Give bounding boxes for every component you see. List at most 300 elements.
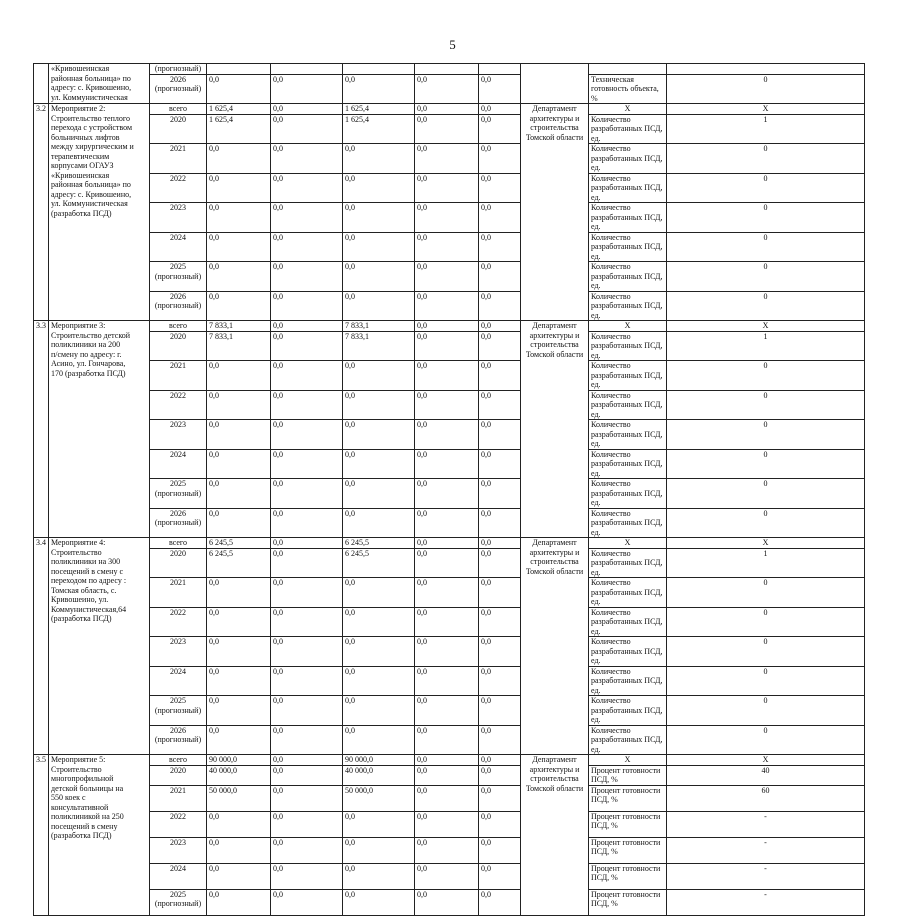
year-cell: 2026 (прогнозный): [150, 291, 207, 321]
amount-local: 0,0: [415, 837, 479, 863]
amount-local: 0,0: [415, 811, 479, 837]
amount-federal: 0,0: [271, 755, 343, 766]
amount-total: 0,0: [207, 725, 271, 755]
indicator-name: Количество разработанных ПСД, ед.: [589, 361, 667, 391]
indicator-value: -: [667, 811, 865, 837]
table-row: [34, 785, 905, 811]
year-cell: 2026 (прогнозный): [150, 74, 207, 104]
indicator-name: Количество разработанных ПСД, ед.: [589, 114, 667, 144]
amount-local: 0,0: [415, 331, 479, 361]
amount-regional: 0,0: [343, 232, 415, 262]
amount-regional: 0,0: [343, 74, 415, 104]
amount-total: 0,0: [207, 173, 271, 203]
amount-total: 0,0: [207, 508, 271, 538]
amount-other: 0,0: [479, 361, 521, 391]
amount-regional: 1 625,4: [343, 104, 415, 115]
table-row: [34, 765, 905, 785]
amount-total: 1 625,4: [207, 104, 271, 115]
year-cell: 2023: [150, 837, 207, 863]
amount-local: 0,0: [415, 390, 479, 420]
indicator-name: Количество разработанных ПСД, ед.: [589, 232, 667, 262]
amount-other: 0,0: [479, 173, 521, 203]
executor-cell: Департамент архитектуры и строительства Томской области: [521, 538, 589, 755]
amount-total: 0,0: [207, 390, 271, 420]
indicator-name: Количество разработанных ПСД, ед.: [589, 449, 667, 479]
indicator-value: 0: [667, 232, 865, 262]
indicator-value: 0: [667, 725, 865, 755]
amount-other: 0,0: [479, 837, 521, 863]
amount-other: 0,0: [479, 144, 521, 174]
amount-regional: 0,0: [343, 479, 415, 509]
indicator-value: Х: [667, 321, 865, 332]
amount-regional: 1 625,4: [343, 114, 415, 144]
indicator-name: Х: [589, 321, 667, 332]
year-cell: 2024: [150, 863, 207, 889]
amount-local: 0,0: [415, 420, 479, 450]
table-row: [34, 74, 905, 104]
amount-local: 0,0: [415, 755, 479, 766]
amount-total: 1 625,4: [207, 114, 271, 144]
amount-local: 0,0: [415, 449, 479, 479]
year-cell: 2021: [150, 361, 207, 391]
amount-other: 0,0: [479, 889, 521, 915]
indicator-name: Количество разработанных ПСД, ед.: [589, 291, 667, 321]
table-row: [34, 811, 905, 837]
indicator-name: Количество разработанных ПСД, ед.: [589, 479, 667, 509]
amount-total: 0,0: [207, 262, 271, 292]
measure-title: «Кривошеинская районная больница» по адресу: с. Кривошеино, ул. Коммунистическая: [49, 64, 150, 104]
amount-federal: 0,0: [271, 420, 343, 450]
year-cell: 2025 (прогнозный): [150, 696, 207, 726]
amount-total: 50 000,0: [207, 785, 271, 811]
amount-total: [207, 64, 271, 75]
year-cell: 2022: [150, 607, 207, 637]
amount-local: 0,0: [415, 321, 479, 332]
amount-other: 0,0: [479, 331, 521, 361]
indicator-value: 0: [667, 291, 865, 321]
amount-federal: 0,0: [271, 508, 343, 538]
amount-local: 0,0: [415, 607, 479, 637]
amount-local: 0,0: [415, 863, 479, 889]
amount-total: 0,0: [207, 291, 271, 321]
indicator-value: 1: [667, 331, 865, 361]
indicator-name: Процент готовности ПСД, %: [589, 863, 667, 889]
amount-total: 0,0: [207, 666, 271, 696]
amount-total: 0,0: [207, 74, 271, 104]
table-row: [34, 578, 905, 608]
table-row: [34, 548, 905, 578]
amount-federal: 0,0: [271, 548, 343, 578]
amount-regional: 0,0: [343, 725, 415, 755]
amount-other: 0,0: [479, 420, 521, 450]
amount-federal: 0,0: [271, 607, 343, 637]
amount-other: 0,0: [479, 390, 521, 420]
indicator-value: Х: [667, 538, 865, 549]
indicator-value: 0: [667, 508, 865, 538]
amount-federal: 0,0: [271, 538, 343, 549]
indicator-name: Процент готовности ПСД, %: [589, 785, 667, 811]
amount-other: 0,0: [479, 696, 521, 726]
year-cell: 2020: [150, 548, 207, 578]
amount-other: 0,0: [479, 755, 521, 766]
amount-federal: 0,0: [271, 637, 343, 667]
indicator-value: 0: [667, 637, 865, 667]
year-cell: (прогнозный): [150, 64, 207, 75]
year-cell: 2025 (прогнозный): [150, 479, 207, 509]
amount-local: 0,0: [415, 104, 479, 115]
year-cell: 2024: [150, 666, 207, 696]
indicator-name: Процент готовности ПСД, %: [589, 889, 667, 915]
amount-regional: 0,0: [343, 144, 415, 174]
year-cell: 2026 (прогнозный): [150, 725, 207, 755]
amount-local: 0,0: [415, 578, 479, 608]
amount-regional: 0,0: [343, 696, 415, 726]
year-cell: 2024: [150, 449, 207, 479]
indicator-value: 0: [667, 361, 865, 391]
amount-federal: 0,0: [271, 114, 343, 144]
amount-regional: 7 833,1: [343, 331, 415, 361]
measure-title: Мероприятие 5: Строительство многопрофильной детской больницы на 550 коек с консультативной поликлиникой на 250 посещений в смену (разработка ПСД): [49, 755, 150, 916]
amount-total: 0,0: [207, 607, 271, 637]
amount-regional: 50 000,0: [343, 785, 415, 811]
table-row: [34, 863, 905, 889]
indicator-value: [667, 64, 865, 75]
amount-federal: 0,0: [271, 173, 343, 203]
indicator-name: Количество разработанных ПСД, ед.: [589, 203, 667, 233]
amount-total: 40 000,0: [207, 765, 271, 785]
amount-local: 0,0: [415, 173, 479, 203]
amount-regional: 0,0: [343, 508, 415, 538]
amount-local: 0,0: [415, 538, 479, 549]
indicator-value: Х: [667, 755, 865, 766]
measure-title: Мероприятие 3: Строительство детской поликлиники на 200 п/смену по адресу: г. Асино, ул. Гончарова, 170 (разработка ПСД): [49, 321, 150, 538]
program-measures-table: [33, 63, 905, 916]
measure-number: 3.3: [34, 321, 49, 538]
amount-regional: 90 000,0: [343, 755, 415, 766]
year-cell: всего: [150, 755, 207, 766]
table-row: [34, 203, 905, 233]
year-cell: 2025 (прогнозный): [150, 889, 207, 915]
amount-regional: 40 000,0: [343, 765, 415, 785]
amount-regional: 0,0: [343, 811, 415, 837]
table-row: [34, 889, 905, 915]
measure-number: 3.2: [34, 104, 49, 321]
amount-federal: 0,0: [271, 390, 343, 420]
indicator-name: Количество разработанных ПСД, ед.: [589, 548, 667, 578]
amount-local: 0,0: [415, 548, 479, 578]
year-cell: всего: [150, 538, 207, 549]
amount-total: 0,0: [207, 863, 271, 889]
amount-total: 6 245,5: [207, 538, 271, 549]
table-row: [34, 291, 905, 321]
table-row: [34, 696, 905, 726]
amount-federal: 0,0: [271, 232, 343, 262]
indicator-value: Х: [667, 104, 865, 115]
amount-federal: 0,0: [271, 863, 343, 889]
amount-total: 0,0: [207, 449, 271, 479]
amount-federal: 0,0: [271, 331, 343, 361]
amount-other: 0,0: [479, 863, 521, 889]
indicator-value: -: [667, 889, 865, 915]
year-cell: 2024: [150, 232, 207, 262]
year-cell: 2020: [150, 765, 207, 785]
table-row: [34, 173, 905, 203]
amount-other: 0,0: [479, 114, 521, 144]
indicator-value: 0: [667, 449, 865, 479]
year-cell: всего: [150, 321, 207, 332]
indicator-value: -: [667, 863, 865, 889]
amount-regional: 0,0: [343, 203, 415, 233]
amount-regional: 0,0: [343, 837, 415, 863]
year-cell: 2022: [150, 390, 207, 420]
year-cell: 2023: [150, 420, 207, 450]
table-row: [34, 449, 905, 479]
amount-other: 0,0: [479, 811, 521, 837]
year-cell: 2023: [150, 203, 207, 233]
indicator-value: 0: [667, 607, 865, 637]
indicator-name: Количество разработанных ПСД, ед.: [589, 607, 667, 637]
amount-federal: 0,0: [271, 262, 343, 292]
amount-regional: 0,0: [343, 173, 415, 203]
amount-total: 0,0: [207, 232, 271, 262]
amount-regional: 6 245,5: [343, 538, 415, 549]
indicator-value: 1: [667, 548, 865, 578]
amount-regional: 0,0: [343, 449, 415, 479]
amount-other: 0,0: [479, 508, 521, 538]
amount-total: 0,0: [207, 696, 271, 726]
year-cell: 2022: [150, 173, 207, 203]
measure-number: 3.5: [34, 755, 49, 916]
amount-other: 0,0: [479, 203, 521, 233]
table-row: [34, 479, 905, 509]
amount-local: 0,0: [415, 785, 479, 811]
table-row: [34, 837, 905, 863]
amount-total: 0,0: [207, 144, 271, 174]
indicator-name: Техническая готовность объекта, %: [589, 74, 667, 104]
amount-other: 0,0: [479, 666, 521, 696]
amount-local: 0,0: [415, 508, 479, 538]
table-row: [34, 607, 905, 637]
amount-regional: 6 245,5: [343, 548, 415, 578]
indicator-name: Количество разработанных ПСД, ед.: [589, 725, 667, 755]
executor-cell: Департамент архитектуры и строительства Томской области: [521, 755, 589, 916]
amount-federal: 0,0: [271, 889, 343, 915]
amount-total: 0,0: [207, 578, 271, 608]
table-row: [34, 64, 905, 75]
amount-local: 0,0: [415, 144, 479, 174]
indicator-name: Количество разработанных ПСД, ед.: [589, 666, 667, 696]
amount-other: 0,0: [479, 637, 521, 667]
indicator-value: 0: [667, 390, 865, 420]
indicator-value: -: [667, 837, 865, 863]
amount-federal: 0,0: [271, 765, 343, 785]
amount-other: 0,0: [479, 785, 521, 811]
amount-federal: [271, 64, 343, 75]
amount-total: 7 833,1: [207, 321, 271, 332]
year-cell: 2021: [150, 785, 207, 811]
amount-regional: 7 833,1: [343, 321, 415, 332]
table-row: [34, 390, 905, 420]
amount-local: 0,0: [415, 765, 479, 785]
measure-number: 3.4: [34, 538, 49, 755]
executor-cell: Департамент архитектуры и строительства Томской области: [521, 321, 589, 538]
indicator-value: 0: [667, 203, 865, 233]
amount-total: 0,0: [207, 361, 271, 391]
indicator-name: Х: [589, 104, 667, 115]
indicator-value: 0: [667, 144, 865, 174]
amount-regional: 0,0: [343, 291, 415, 321]
indicator-value: 40: [667, 765, 865, 785]
table-row: [34, 666, 905, 696]
amount-federal: 0,0: [271, 361, 343, 391]
table-row: [34, 262, 905, 292]
amount-other: 0,0: [479, 765, 521, 785]
amount-local: 0,0: [415, 666, 479, 696]
year-cell: 2026 (прогнозный): [150, 508, 207, 538]
amount-federal: 0,0: [271, 203, 343, 233]
amount-other: 0,0: [479, 104, 521, 115]
executor-cell: [521, 64, 589, 104]
amount-regional: 0,0: [343, 361, 415, 391]
amount-local: 0,0: [415, 74, 479, 104]
amount-local: 0,0: [415, 114, 479, 144]
indicator-name: [589, 64, 667, 75]
table-row: [34, 144, 905, 174]
indicator-value: 0: [667, 696, 865, 726]
amount-regional: 0,0: [343, 262, 415, 292]
indicator-value: 1: [667, 114, 865, 144]
year-cell: 2025 (прогнозный): [150, 262, 207, 292]
indicator-name: Процент готовности ПСД, %: [589, 811, 667, 837]
indicator-value: 60: [667, 785, 865, 811]
amount-local: 0,0: [415, 232, 479, 262]
amount-federal: 0,0: [271, 104, 343, 115]
table-row: [34, 104, 905, 115]
year-cell: 2020: [150, 114, 207, 144]
amount-regional: [343, 64, 415, 75]
amount-total: 0,0: [207, 837, 271, 863]
indicator-name: Количество разработанных ПСД, ед.: [589, 144, 667, 174]
amount-federal: 0,0: [271, 479, 343, 509]
year-cell: 2022: [150, 811, 207, 837]
amount-regional: 0,0: [343, 578, 415, 608]
amount-regional: 0,0: [343, 666, 415, 696]
table-row: [34, 538, 905, 549]
amount-other: 0,0: [479, 538, 521, 549]
indicator-value: 0: [667, 479, 865, 509]
amount-federal: 0,0: [271, 785, 343, 811]
amount-regional: 0,0: [343, 889, 415, 915]
amount-local: [415, 64, 479, 75]
amount-federal: 0,0: [271, 725, 343, 755]
indicator-value: 0: [667, 666, 865, 696]
amount-other: 0,0: [479, 725, 521, 755]
amount-federal: 0,0: [271, 144, 343, 174]
amount-total: 0,0: [207, 203, 271, 233]
amount-other: 0,0: [479, 449, 521, 479]
amount-federal: 0,0: [271, 321, 343, 332]
amount-federal: 0,0: [271, 811, 343, 837]
amount-other: 0,0: [479, 232, 521, 262]
executor-cell: Департамент архитектуры и строительства Томской области: [521, 104, 589, 321]
year-cell: 2021: [150, 578, 207, 608]
measure-title: Мероприятие 4: Строительство поликлиники на 300 посещений в смену с переходом по адресу : Томская область, с. Кривошеино, ул. Коммунистическая,64 (разработка ПСД): [49, 538, 150, 755]
table-row: [34, 755, 905, 766]
indicator-name: Х: [589, 538, 667, 549]
amount-federal: 0,0: [271, 578, 343, 608]
amount-regional: 0,0: [343, 420, 415, 450]
amount-local: 0,0: [415, 361, 479, 391]
table-row: [34, 331, 905, 361]
indicator-value: 0: [667, 262, 865, 292]
amount-total: 0,0: [207, 889, 271, 915]
indicator-name: Количество разработанных ПСД, ед.: [589, 331, 667, 361]
amount-other: 0,0: [479, 74, 521, 104]
amount-total: 0,0: [207, 479, 271, 509]
amount-local: 0,0: [415, 479, 479, 509]
amount-total: 90 000,0: [207, 755, 271, 766]
table-row: [34, 637, 905, 667]
amount-other: 0,0: [479, 262, 521, 292]
measure-number: [34, 64, 49, 104]
indicator-value: 0: [667, 74, 865, 104]
amount-local: 0,0: [415, 291, 479, 321]
indicator-name: Количество разработанных ПСД, ед.: [589, 578, 667, 608]
year-cell: 2021: [150, 144, 207, 174]
amount-local: 0,0: [415, 725, 479, 755]
indicator-name: Х: [589, 755, 667, 766]
amount-local: 0,0: [415, 637, 479, 667]
indicator-name: Количество разработанных ПСД, ед.: [589, 696, 667, 726]
amount-total: 6 245,5: [207, 548, 271, 578]
indicator-name: Количество разработанных ПСД, ед.: [589, 508, 667, 538]
amount-total: 7 833,1: [207, 331, 271, 361]
indicator-name: Процент готовности ПСД, %: [589, 837, 667, 863]
amount-local: 0,0: [415, 203, 479, 233]
table-row: [34, 114, 905, 144]
indicator-name: Количество разработанных ПСД, ед.: [589, 420, 667, 450]
page-number: 5: [0, 37, 905, 53]
amount-total: 0,0: [207, 811, 271, 837]
amount-total: 0,0: [207, 420, 271, 450]
indicator-value: 0: [667, 420, 865, 450]
table-row: [34, 321, 905, 332]
table-row: [34, 420, 905, 450]
amount-other: 0,0: [479, 479, 521, 509]
amount-federal: 0,0: [271, 74, 343, 104]
indicator-value: 0: [667, 173, 865, 203]
amount-federal: 0,0: [271, 291, 343, 321]
table-body: [34, 64, 905, 916]
indicator-name: Количество разработанных ПСД, ед.: [589, 637, 667, 667]
amount-regional: 0,0: [343, 863, 415, 889]
indicator-name: Количество разработанных ПСД, ед.: [589, 390, 667, 420]
amount-local: 0,0: [415, 262, 479, 292]
table-row: [34, 508, 905, 538]
amount-federal: 0,0: [271, 837, 343, 863]
amount-federal: 0,0: [271, 666, 343, 696]
indicator-name: Процент готовности ПСД, %: [589, 765, 667, 785]
amount-regional: 0,0: [343, 637, 415, 667]
table-row: [34, 361, 905, 391]
table-row: [34, 725, 905, 755]
amount-other: 0,0: [479, 578, 521, 608]
amount-total: 0,0: [207, 637, 271, 667]
measure-title: Мероприятие 2: Строительство теплого перехода с устройством больничных лифтов между хирургическим и терапевтическим корпусами ОГАУЗ «Кривошеинская районная больница» по адресу: с. Кривошеино, ул. Коммунистическая (разработка ПСД): [49, 104, 150, 321]
table-row: [34, 232, 905, 262]
amount-federal: 0,0: [271, 696, 343, 726]
amount-other: [479, 64, 521, 75]
